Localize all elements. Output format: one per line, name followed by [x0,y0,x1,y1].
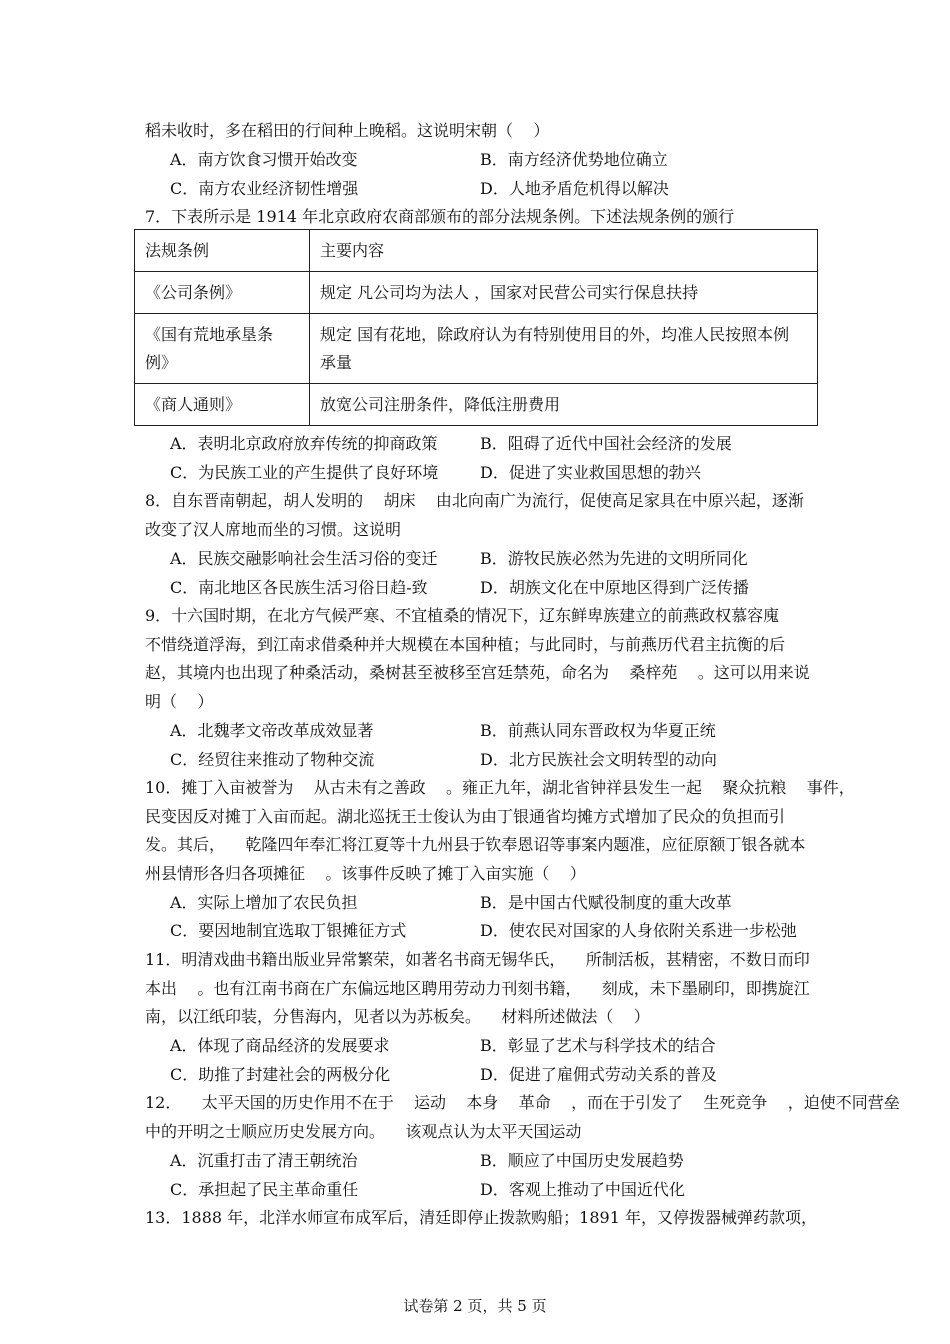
q8-option-c: C．南北地区各民族生活习俗日趋-致 [170,578,428,597]
q12-option-a: A．沉重打击了清王朝统治 [170,1151,358,1170]
table-cell-law: 《商人通则》 [135,384,310,426]
table-row [135,384,818,426]
q12-stem-line1: 12． 太平天国的历史作用不在于 运动 本身 革命 ，而在于引发了 生死竞争 ，迫使不同营垒 [145,1093,900,1112]
q6-option-b: B．南方经济优势地位确立 [480,150,668,169]
q9-option-c: C．经贸往来推动了物种交流 [170,750,375,769]
page-footer: 试卷第 2 页，共 5 页 [403,1297,547,1315]
q13-stem-line1: 13．1888 年，北洋水师宣布成军后，清廷即停止拨款购船；1891 年，又停拨器械弹药款项， [145,1208,817,1227]
q9-option-a: A．北魏孝文帝改革成效显著 [170,721,374,740]
q10-stem-line4: 州县情形各归各项摊征 。该事件反映了摊丁入亩实施（ ） [145,864,586,883]
q11-stem-line3: 南，以江纸印装，分售海内，见者以为苏板矣。 材料所述做法（ ） [145,1007,650,1026]
q7-stem: 7．下表所示是 1914 年北京政府农商部颁布的部分法规条例。下述法规条例的颁行 [145,207,735,226]
table-cell-law: 《国有荒地承垦条 例》 [135,314,310,384]
table-row [135,272,818,314]
table-row [135,314,818,384]
q8-stem-line2: 改变了汉人席地而坐的习惯。这说明 [145,520,402,539]
q9-option-d: D．北方民族社会文明转型的动向 [480,750,717,769]
q12-option-b: B．顺应了中国历史发展趋势 [480,1151,684,1170]
q7-option-d: D．促进了实业救国思想的勃兴 [480,463,701,482]
q10-option-b: B．是中国古代赋役制度的重大改革 [480,893,732,912]
table-header-cell: 法规条例 [135,230,310,272]
q6-option-a: A．南方饮食习惯开始改变 [170,150,358,169]
q6-option-d: D．人地矛盾危机得以解决 [480,179,669,198]
q11-option-c: C．助推了封建社会的两极分化 [170,1065,391,1084]
q11-option-a: A．体现了商品经济的发展要求 [170,1036,390,1055]
table-cell-content: 规定 国有花地，除政府认为有特别使用目的外，均准人民按照本例 承量 [310,314,818,384]
table-cell-content: 放宽公司注册条件，降低注册费用 [310,384,818,426]
q8-option-d: D．胡族文化在中原地区得到广泛传播 [480,578,749,597]
q7-option-a: A．表明北京政府放弃传统的抑商政策 [170,434,438,453]
q11-option-d: D．促进了雇佣式劳动关系的普及 [480,1065,717,1084]
q7-option-c: C．为民族工业的产生提供了良好环境 [170,463,439,482]
q8-option-b: B．游牧民族必然为先进的文明所同化 [480,549,748,568]
q10-stem-line2: 民变因反对摊丁入亩而起。湖北巡抚王士俊认为由丁银通省均摊方式增加了民众的负担而引 [145,807,786,826]
q10-option-a: A．实际上增加了农民负担 [170,893,358,912]
q11-stem-line2: 本出 。也有江南书商在广东偏远地区聘用劳动力刊刻书籍， 刻成，未下墨刷印，即携旋江 [145,979,810,998]
q11-option-b: B．彰显了艺术与科学技术的结合 [480,1036,716,1055]
q8-stem-line1: 8．自东晋南朝起，胡人发明的 胡床 由北向南广为流行，促使高足家具在中原兴起，逐渐 [145,491,804,510]
q9-stem-line3: 赵，其境内也出现了种桑活动，桑树甚至被移至宫廷禁苑，命名为 桑梓苑 。这可以用来说 [145,663,810,682]
q7-option-b: B．阻碍了近代中国社会经济的发展 [480,434,732,453]
q6-stem-tail: 稻未收时，多在稻田的行间种上晚稻。这说明宋朝（ ） [145,121,550,140]
q9-stem-line1: 9．十六国时期，在北方气候严寒、不宜植桑的情况下，辽东鲜卑族建立的前燕政权慕容廆 [145,606,780,625]
q12-stem-line2: 中的开明之士顺应历史发展方向。 该观点认为太平天国运动 [145,1122,582,1141]
q12-option-d: D．客观上推动了中国近代化 [480,1180,685,1199]
q8-option-a: A．民族交融影响社会生活习俗的变迁 [170,549,438,568]
q9-stem-line2: 不惜绕道浮海，到江南求借桑种并大规模在本国种植；与此同时，与前燕历代君主抗衡的后 [145,635,786,654]
table-header-row [135,230,818,272]
q10-option-c: C．要因地制宜选取丁银摊征方式 [170,921,407,940]
law-table [134,229,818,426]
q11-stem-line1: 11．明清戏曲书籍出版业异常繁荣，如著名书商无锡华氏， 所制活板，甚精密，不数日而印 [145,950,810,969]
q12-option-c: C．承担起了民主革命重任 [170,1180,359,1199]
table-header-cell: 主要内容 [310,230,818,272]
table-cell-content: 规定 凡公司均为法人 ，国家对民营公司实行保息扶持 [310,272,818,314]
q6-option-c: C．南方农业经济韧性增强 [170,179,359,198]
q10-stem-line3: 发。其后， 乾隆四年奉汇将江夏等十九州县于钦奉恩诏等事案内题准，应征原额丁银各就本 [145,835,806,854]
q9-stem-line4: 明（ ） [145,692,214,711]
q10-option-d: D．使农民对国家的人身依附关系进一步松弛 [480,921,797,940]
table-cell-law: 《公司条例》 [135,272,310,314]
q10-stem-line1: 10．摊丁入亩被誉为 从古未有之善政 。雍正九年，湖北省钟祥县发生一起 聚众抗粮 事件， [145,778,855,797]
q9-option-b: B．前燕认同东晋政权为华夏正统 [480,721,716,740]
